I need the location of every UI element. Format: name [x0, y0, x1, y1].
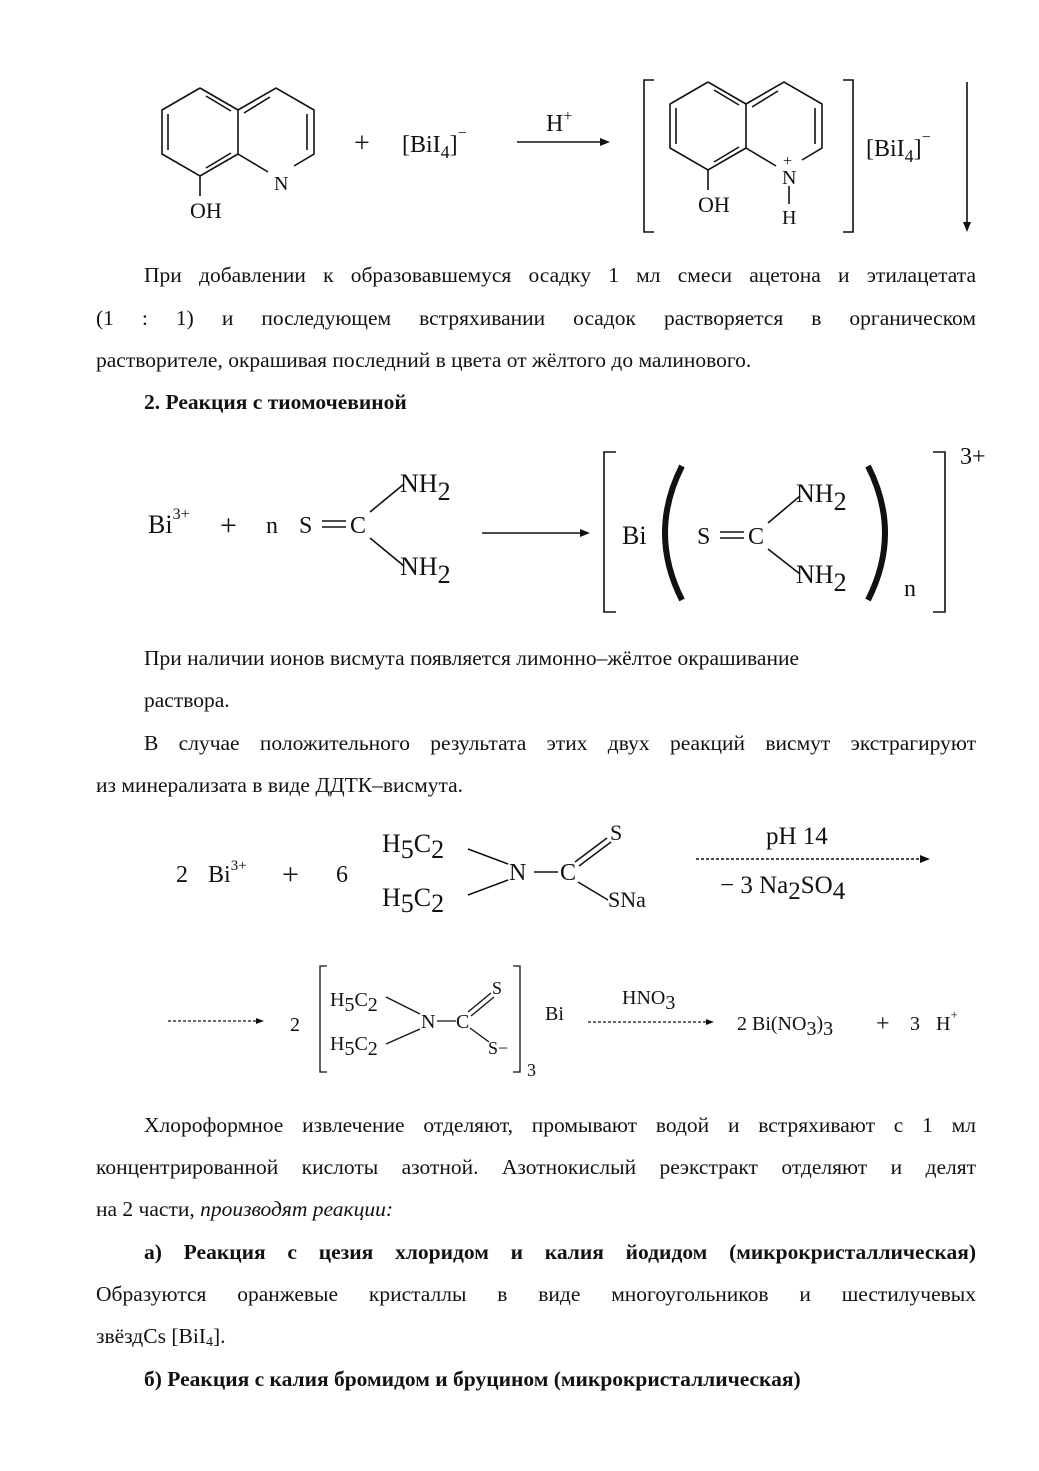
n-atom-4: N: [421, 1011, 436, 1033]
paragraph-1-line-3: растворителе, окрашивая последний в цвета от жёлтого до малинового.: [96, 348, 752, 372]
c-atom-4: C: [456, 1011, 470, 1033]
s-minus-4: S−: [488, 1038, 509, 1058]
coef-3-h: 3: [910, 1013, 920, 1035]
oh-label: OH: [190, 198, 222, 223]
reaction-3-diagram: [0, 815, 1039, 925]
ethyl-top-4: H5C2: [330, 989, 378, 1016]
s-atom: S: [299, 513, 313, 539]
bi-ion: $Bi^{3+}$: [148, 506, 190, 539]
ethyl-top: H5C2: [382, 829, 445, 864]
paragraph-4-line-3: на 2 части, производят реакции:: [96, 1197, 394, 1221]
c-atom-3: C: [560, 860, 577, 886]
bi-atom-4: Bi: [545, 1003, 564, 1025]
complex-charge: 3+: [960, 444, 986, 470]
paragraph-2-line-2: раствора.: [144, 688, 230, 712]
reagent-bii4: [BiI$_4$]−: [402, 125, 467, 162]
reaction-2-diagram: [0, 440, 1039, 620]
plus-sign-4: +: [876, 1011, 890, 1037]
coef-2-complex: 2: [290, 1014, 300, 1036]
paragraph-5-line-2: звёздCs [BiI$_4$].: [96, 1324, 226, 1350]
paragraph-2-line-1: При наличии ионов висмута появляется лимонно–жёлтое окрашивание: [144, 646, 800, 670]
product-s-atom: S: [697, 524, 711, 550]
product-nh2-bottom: NH2: [796, 560, 847, 597]
paragraph-4-line-1: Хлороформное извлечение отделяют, промывают водой и встряхивают с 1 мл: [144, 1113, 976, 1137]
paragraph-1-line-1: При добавлении к образовавшемуся осадку 1 мл смеси ацетона и этилацетата: [144, 263, 976, 287]
s-atom-3: S: [610, 820, 623, 845]
ethyl-bottom-4: H5C2: [330, 1033, 378, 1060]
sna-group: SNa: [608, 887, 646, 912]
product-bi-nitrate: 2 Bi(NO3)3: [737, 1013, 834, 1040]
plus-sign: +: [354, 128, 370, 159]
product-h-label: H: [782, 207, 797, 229]
arrow-label-na2so4: − 3 Na2SO4: [720, 872, 846, 905]
plus-sign-2: +: [220, 509, 237, 542]
nh2-top: NH2: [400, 469, 451, 506]
coefficient-n: n: [266, 513, 278, 539]
paragraph-3-line-2: из минерализата в виде ДДТК–висмута.: [96, 773, 464, 797]
product-nh2-top: NH2: [796, 479, 847, 516]
ethyl-bottom: H5C2: [382, 883, 445, 918]
arrow-label-ph: pH 14: [766, 823, 828, 850]
reaction-4-diagram: [0, 958, 1039, 1083]
h-ion: H+: [936, 1007, 958, 1035]
reaction-1-diagram: [0, 60, 1039, 250]
product-bi: Bi: [622, 521, 647, 550]
coef-2-bi: 2: [176, 862, 188, 888]
heading-thiourea: 2. Реакция с тиомочевиной: [144, 390, 407, 414]
paragraph-4-line-2: концентрированной кислоты азотной. Азотнокислый реэкстракт отделяют и делят: [96, 1155, 976, 1179]
paragraph-1-line-2: (1 : 1) и последующем встряхивании осадок растворяется в органическом: [96, 306, 976, 330]
bi-ion-3: $Bi^{3+}$: [208, 858, 247, 888]
c-atom: C: [350, 513, 367, 539]
heading-reaction-a: а) Реакция с цезия хлоридом и калия йодидом (микрокристаллическая): [144, 1240, 976, 1264]
product-c-atom: C: [748, 524, 765, 550]
product-n-label: N: [782, 167, 797, 189]
index-3: 3: [527, 1060, 536, 1080]
nh2-bottom: NH2: [400, 552, 451, 589]
n-label: N: [274, 173, 289, 195]
paragraph-3-line-1: В случае положительного результата этих двух реакций висмут экстрагируют: [144, 731, 976, 755]
arrow-label-h: H+: [546, 108, 573, 137]
product-oh-label: OH: [698, 192, 730, 217]
arrow-label-hno3: HNO3: [622, 987, 676, 1014]
product-anion: [BiI$_4$]−: [866, 129, 931, 166]
index-n: n: [904, 576, 916, 602]
plus-sign-3: +: [282, 858, 299, 891]
heading-reaction-b: б) Реакция с калия бромидом и бруцином (микрокристаллическая): [144, 1367, 801, 1391]
s-atom-4: S: [492, 978, 503, 998]
coef-6: 6: [336, 862, 348, 888]
product-n-charge: +: [783, 153, 793, 170]
n-atom-3: N: [509, 860, 527, 886]
paragraph-5-line-1: Образуются оранжевые кристаллы в виде многоугольников и шестилучевых: [96, 1282, 976, 1306]
